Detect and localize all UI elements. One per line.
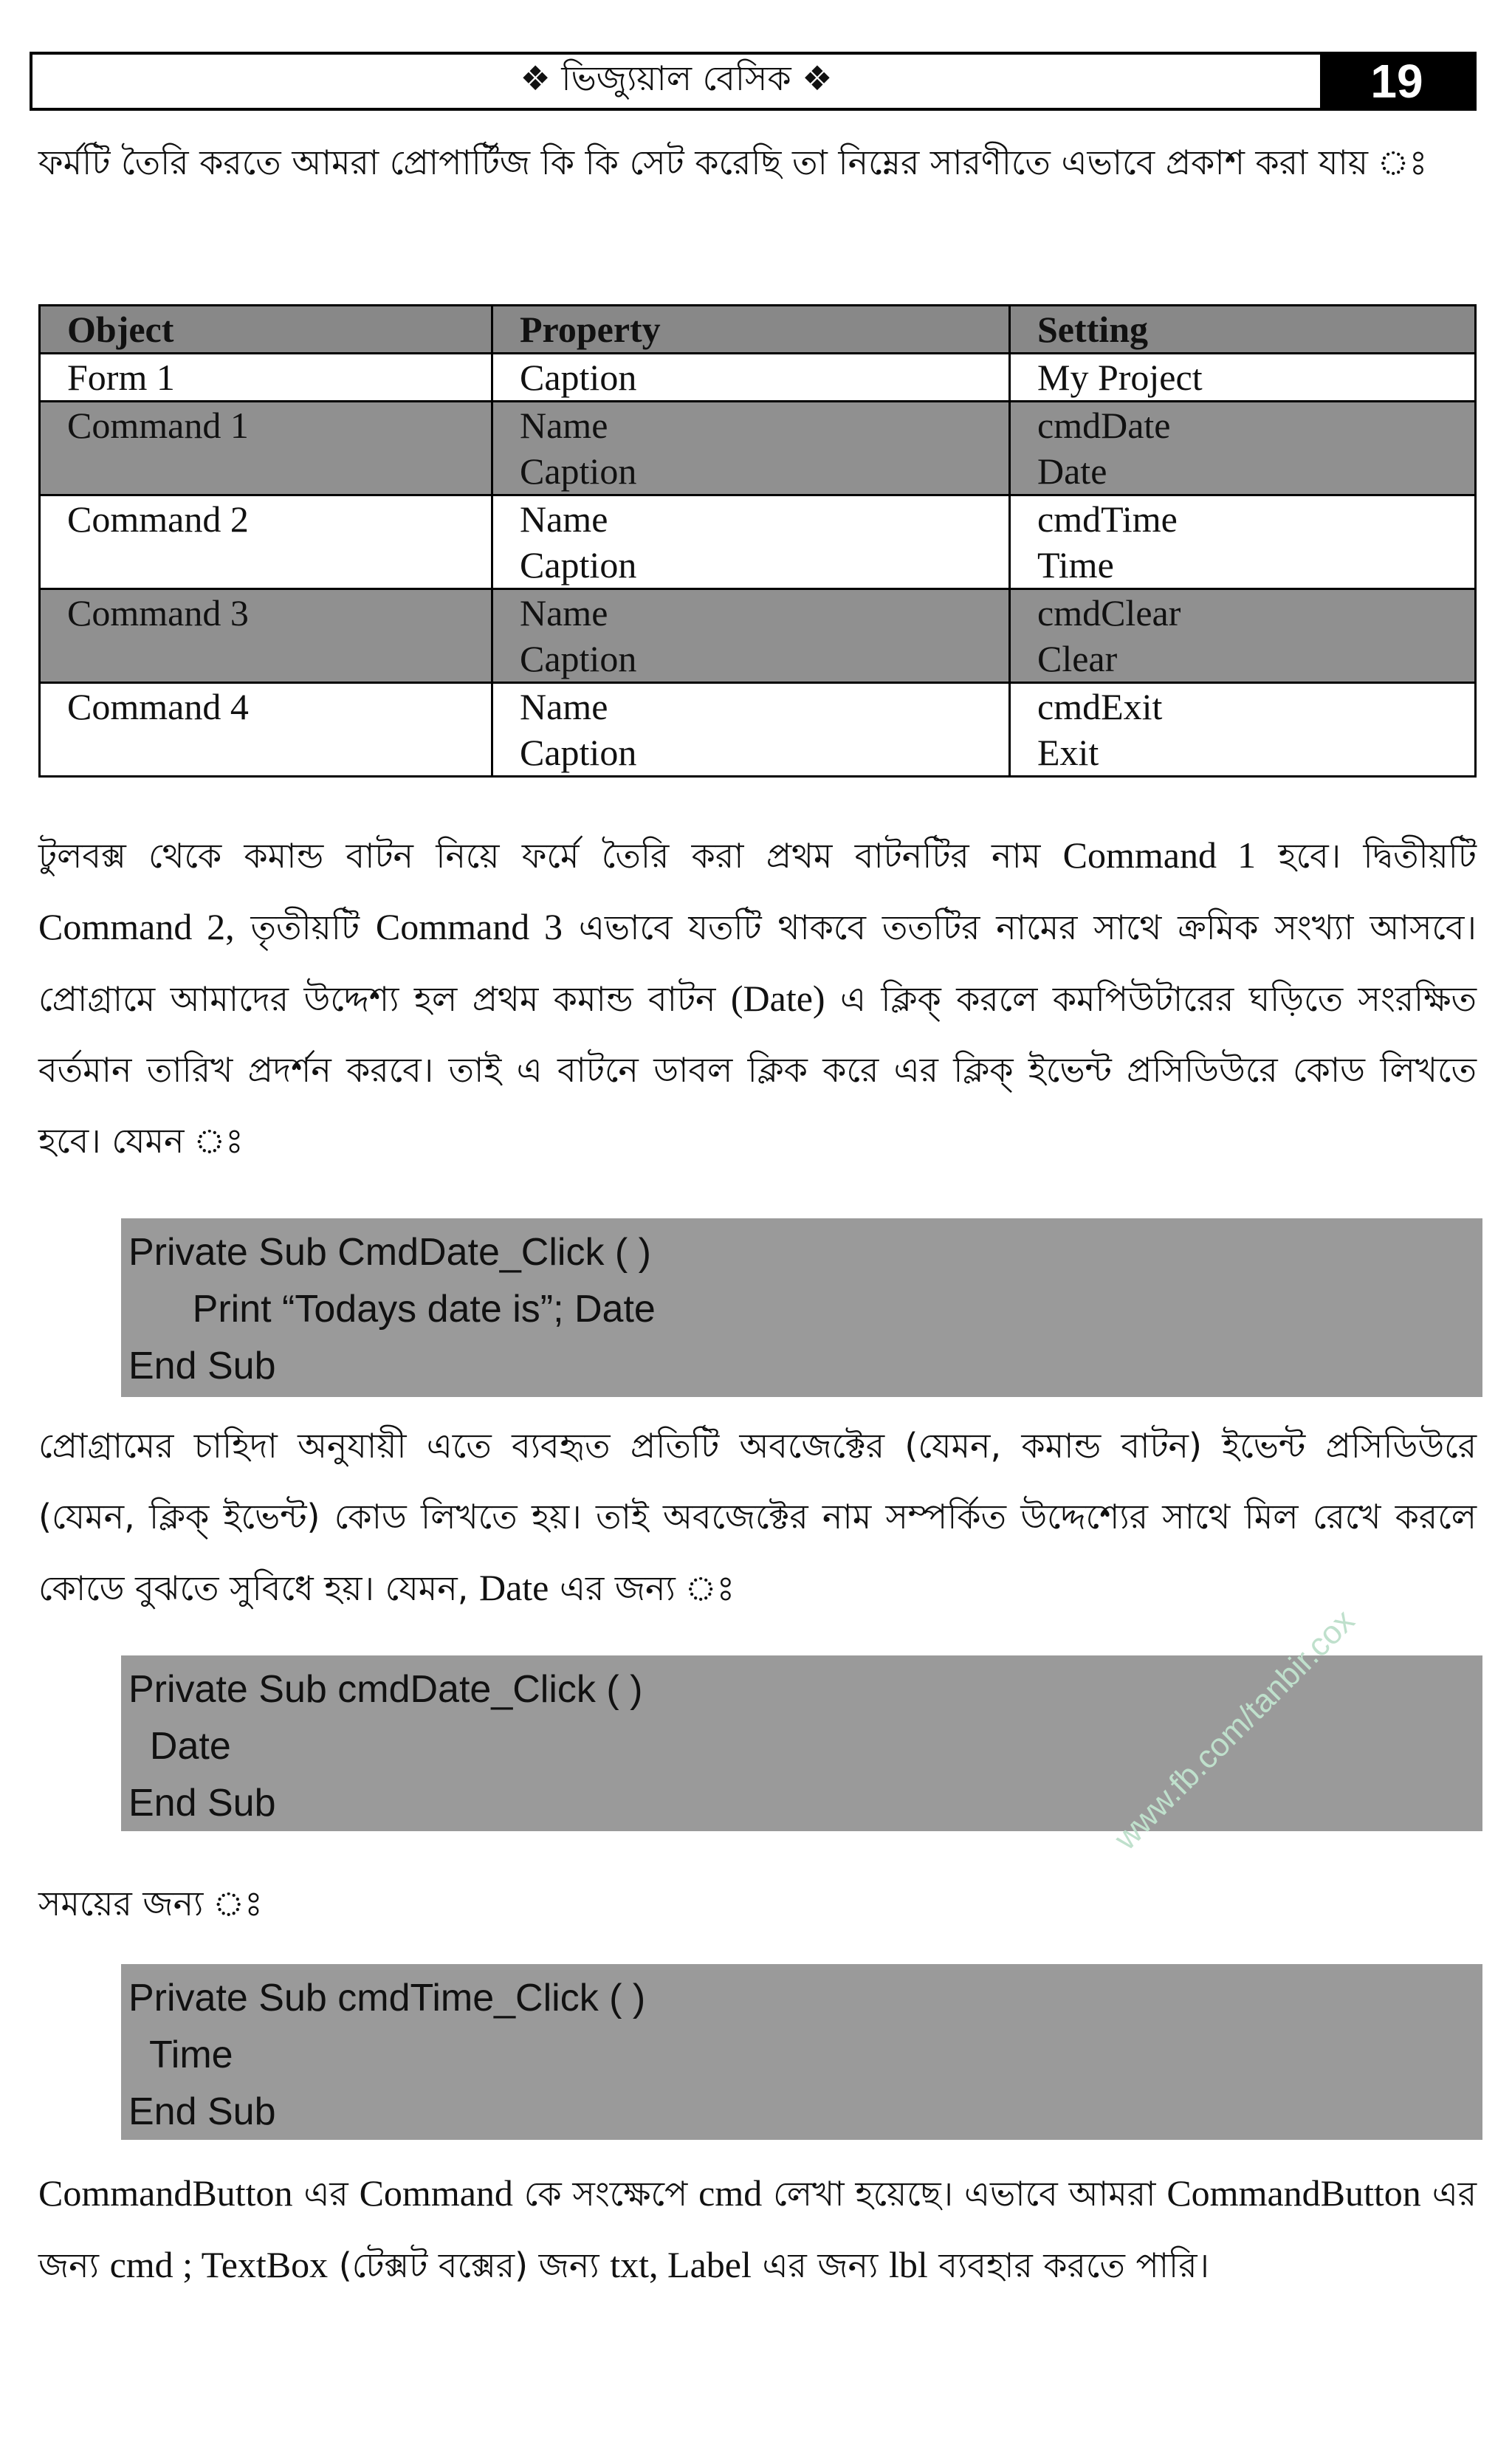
text-run: lbl (888, 2244, 928, 2285)
property-value: Name (520, 405, 608, 446)
column-header-property: Property (492, 306, 1010, 354)
property-value: Caption (520, 450, 637, 492)
code-line: Time (128, 2034, 233, 2076)
setting-value: cmdClear (1037, 592, 1181, 634)
page-number: 19 (1320, 55, 1474, 108)
property-cell (492, 683, 1010, 777)
property-value: Name (520, 498, 608, 540)
setting-cell (1010, 683, 1476, 777)
property-value: Caption (520, 544, 637, 586)
properties-table (38, 304, 1477, 778)
code-block-date-print (121, 1218, 1482, 1397)
text-run: তৃতীয়টি (234, 907, 376, 947)
text-run: Command (359, 2172, 513, 2214)
text-run: Command 2, (38, 906, 235, 947)
setting-cell (1010, 589, 1476, 683)
column-header-setting: Setting (1010, 306, 1476, 354)
setting-value: My Project (1037, 357, 1203, 398)
explanation-paragraph (38, 820, 1477, 1176)
property-cell (492, 495, 1010, 589)
naming-paragraph (38, 1410, 1477, 1624)
setting-value: cmdTime (1037, 498, 1178, 540)
text-run: (Date) (730, 978, 825, 1019)
text-run: Command 3 (375, 906, 563, 947)
intro-paragraph: ফর্মটি তৈরি করতে আমরা প্রোপার্টিজ কি কি সেট করেছি তা নিম্নের সারণীতে এভাবে প্রকাশ করা যায় ঃ (38, 143, 1428, 182)
page-header (30, 52, 1477, 111)
code-line: End Sub (128, 1782, 276, 1825)
property-cell (492, 354, 1010, 402)
setting-value: cmdDate (1037, 405, 1171, 446)
code-line: Private Sub CmdDate_Click ( ) (128, 1231, 651, 1274)
code-block-time (121, 1964, 1482, 2140)
text-run: Date (478, 1567, 549, 1608)
text-run: এ ক্লিক্ করলে কমপিউটারের ঘড়িতে সংরক্ষিত বর্তমান তারিখ প্রদর্শন করবে। তাই এ বাটনে ডাবল ক্লিক করে এর ক্লিক্ ইভেন্ট প্রসিডিউরে কোড লিখতে হবে। যেমন ঃ (38, 979, 1477, 1161)
table-header-row (40, 306, 1476, 354)
watermark: www.fb.com/tanbir.cox (1107, 1602, 1362, 1857)
text-run: CommandButton (1166, 2172, 1421, 2214)
text-run: কে সংক্ষেপে (512, 2174, 699, 2214)
property-value: Caption (520, 357, 637, 398)
text-run: txt, Label (610, 2244, 752, 2285)
code-line: End Sub (128, 1345, 276, 1387)
text-run: এর (292, 2174, 360, 2214)
table-row (40, 354, 1476, 402)
text-run: ব্যবহার করতে পারি। (927, 2245, 1209, 2285)
text-run: cmd ; TextBox (109, 2244, 329, 2285)
property-value: Caption (520, 638, 637, 679)
text-run: হবে। দ্বিতীয়টি (1256, 836, 1477, 876)
time-label: সময়ের জন্য ঃ (38, 1884, 263, 1923)
code-line: Print “Todays date is”; Date (128, 1288, 656, 1331)
setting-value: Date (1037, 450, 1107, 492)
text-run: এভাবে যতটি থাকবে ততটির নামের সাথে ক্রমিক সংখ্যা আসবে। প্রোগ্রামে আমাদের উদ্দেশ্য হল প্রথম কমান্ড বাটন (38, 907, 1477, 1019)
object-cell: Command 2 (40, 495, 492, 589)
table-row (40, 683, 1476, 777)
text-run: (টেক্সট বক্সের) জন্য (328, 2245, 611, 2285)
setting-value: Clear (1037, 638, 1118, 679)
text-run: Command 1 (1062, 834, 1257, 876)
object-cell: Command 4 (40, 683, 492, 777)
text-run: এর জন্য ঃ (549, 1568, 735, 1608)
code-line: Date (128, 1725, 231, 1768)
table-row (40, 589, 1476, 683)
table-row (40, 402, 1476, 495)
table-row (40, 495, 1476, 589)
text-run: প্রোগ্রামের চাহিদা অনুযায়ী এতে ব্যবহৃত প্রতিটি অবজেক্টের (যেমন, কমান্ড বাটন) ইভেন্ট প্রসিডিউরে (যেমন, ক্লিক্ ইভেন্ট) কোড লিখতে হয়। তাই অবজেক্টের নাম সম্পর্কিত উদ্দেশ্যের সাথে মিল রেখে করলে কোডে বুঝতে সুবিধে হয়। যেমন, (38, 1426, 1477, 1608)
text-run: লেখা হয়েছে। এভাবে আমরা (762, 2174, 1167, 2214)
column-header-object: Object (40, 306, 492, 354)
setting-cell (1010, 354, 1476, 402)
abbreviation-paragraph (38, 2158, 1477, 2301)
property-value: Name (520, 592, 608, 634)
code-line: End Sub (128, 2090, 276, 2133)
text-run: এর জন্য (751, 2245, 889, 2285)
property-cell (492, 589, 1010, 683)
text-run: এর জন্য (38, 2174, 1477, 2285)
setting-value: Time (1037, 544, 1114, 586)
header-title: ❖ ভিজ্যুয়াল বেসিক ❖ (520, 58, 833, 98)
property-cell (492, 402, 1010, 495)
text-run: CommandButton (38, 2172, 293, 2214)
object-cell: Form 1 (40, 354, 492, 402)
property-value: Name (520, 686, 608, 727)
setting-value: cmdExit (1037, 686, 1163, 727)
object-cell: Command 1 (40, 402, 492, 495)
property-value: Caption (520, 732, 637, 773)
object-cell: Command 3 (40, 589, 492, 683)
text-run: টুলবক্স থেকে কমান্ড বাটন নিয়ে ফর্মে তৈরি করা প্রথম বাটনটির নাম (38, 836, 1063, 876)
setting-cell (1010, 402, 1476, 495)
code-line: Private Sub cmdDate_Click ( ) (128, 1668, 643, 1711)
text-run: cmd (698, 2172, 763, 2214)
setting-cell (1010, 495, 1476, 589)
code-line: Private Sub cmdTime_Click ( ) (128, 1977, 646, 2019)
setting-value: Exit (1037, 732, 1099, 773)
